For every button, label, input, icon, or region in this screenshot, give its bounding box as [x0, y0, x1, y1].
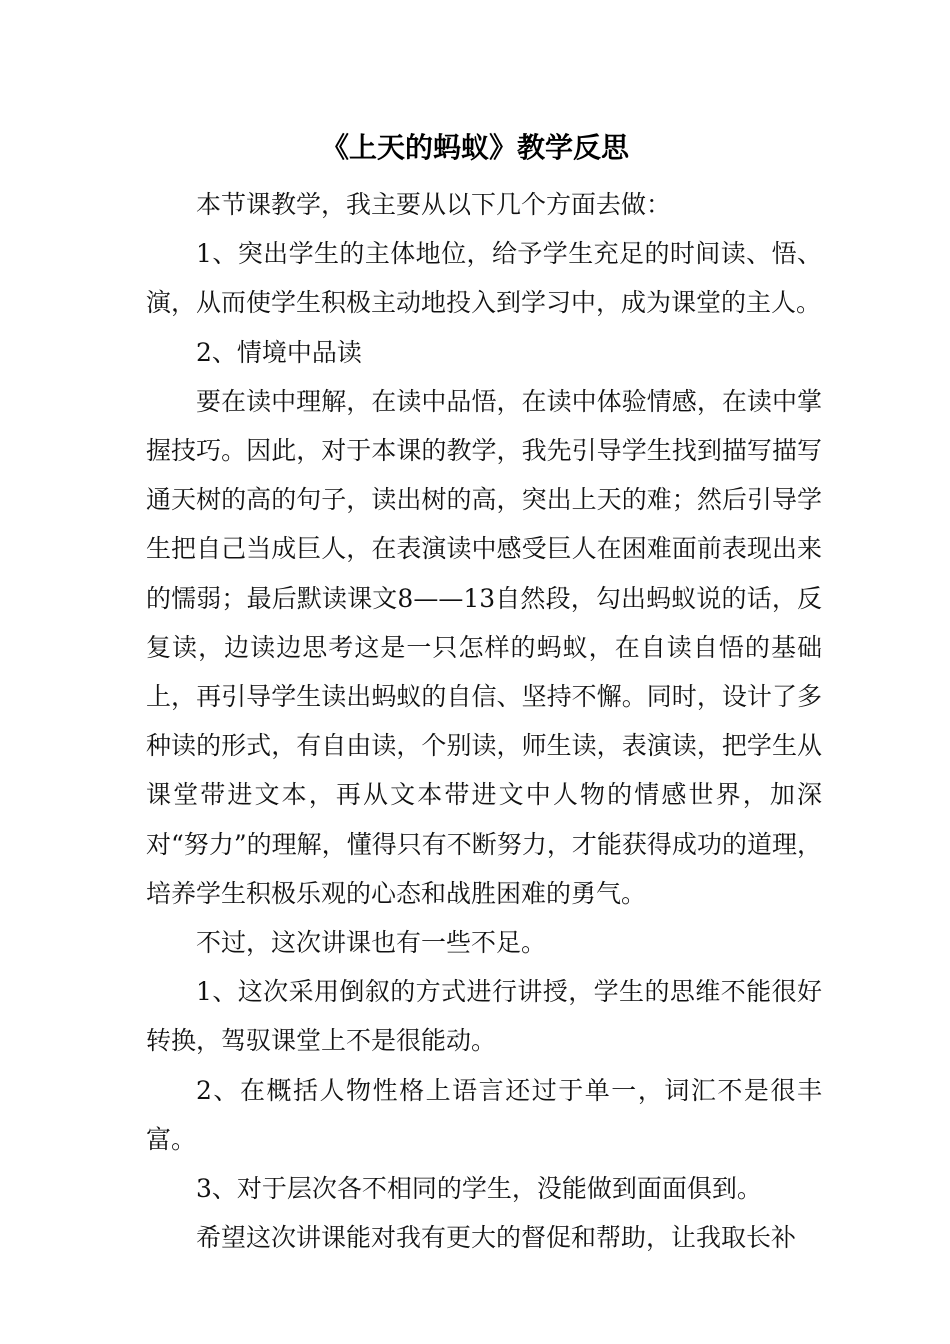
- paragraph-point-2-heading: 2、情境中品读: [196, 337, 362, 367]
- paragraph-shortcoming-2: 2、在概括人物性格上语言还过于单一，词汇不是很丰富。: [146, 1075, 822, 1154]
- paragraph-closing: 希望这次讲课能对我有更大的督促和帮助，让我取长补: [196, 1223, 797, 1253]
- document-body: [146, 180, 822, 1262]
- paragraph-point-1: 1、突出学生的主体地位，给予学生充足的时间读、悟、演，从而使学生积极主动地投入到学习中，成为课堂的主人。: [146, 239, 822, 318]
- paragraph-shortcoming-3: 3、对于层次各不相同的学生，没能做到面面俱到。: [196, 1174, 762, 1204]
- paragraph-intro: 本节课教学，我主要从以下几个方面去做：: [196, 190, 672, 219]
- document-title: 《上天的蚂蚁》教学反思: [320, 131, 629, 164]
- paragraph-shortcoming-1: 1、这次采用倒叙的方式进行讲授，学生的思维不能很好转换，驾驭课堂上不是很能动。: [146, 977, 822, 1056]
- paragraph-reading-method: 要在读中理解，在读中品悟，在读中体验情感，在读中掌握技巧。因此，对于本课的教学，我先引导学生找到描写描写通天树的高的句子，读出树的高，突出上天的难；然后引导学生把自己当成巨人，在表演读中感受巨人在困难面前表现出来的懦弱；最后默读课文8——13自然段，勾出蚂蚁说的话，反复读，边读边思考这是一只怎样的蚂蚁，在自读自悟的基础上，再引导学生读出蚂蚁的自信、坚持不懈。同时，设计了多种读的形式，有自由读，个别读，师生读，表演读，把学生从课堂带进文本，再从文本带进文中人物的情感世界，加深对“努力”的理解，懂得只有不断努力，才能获得成功的道理，培养学生积极乐观的心态和战胜困难的勇气。: [146, 386, 822, 908]
- paragraph-shortcomings-intro: 不过，这次讲课也有一些不足。: [196, 928, 547, 958]
